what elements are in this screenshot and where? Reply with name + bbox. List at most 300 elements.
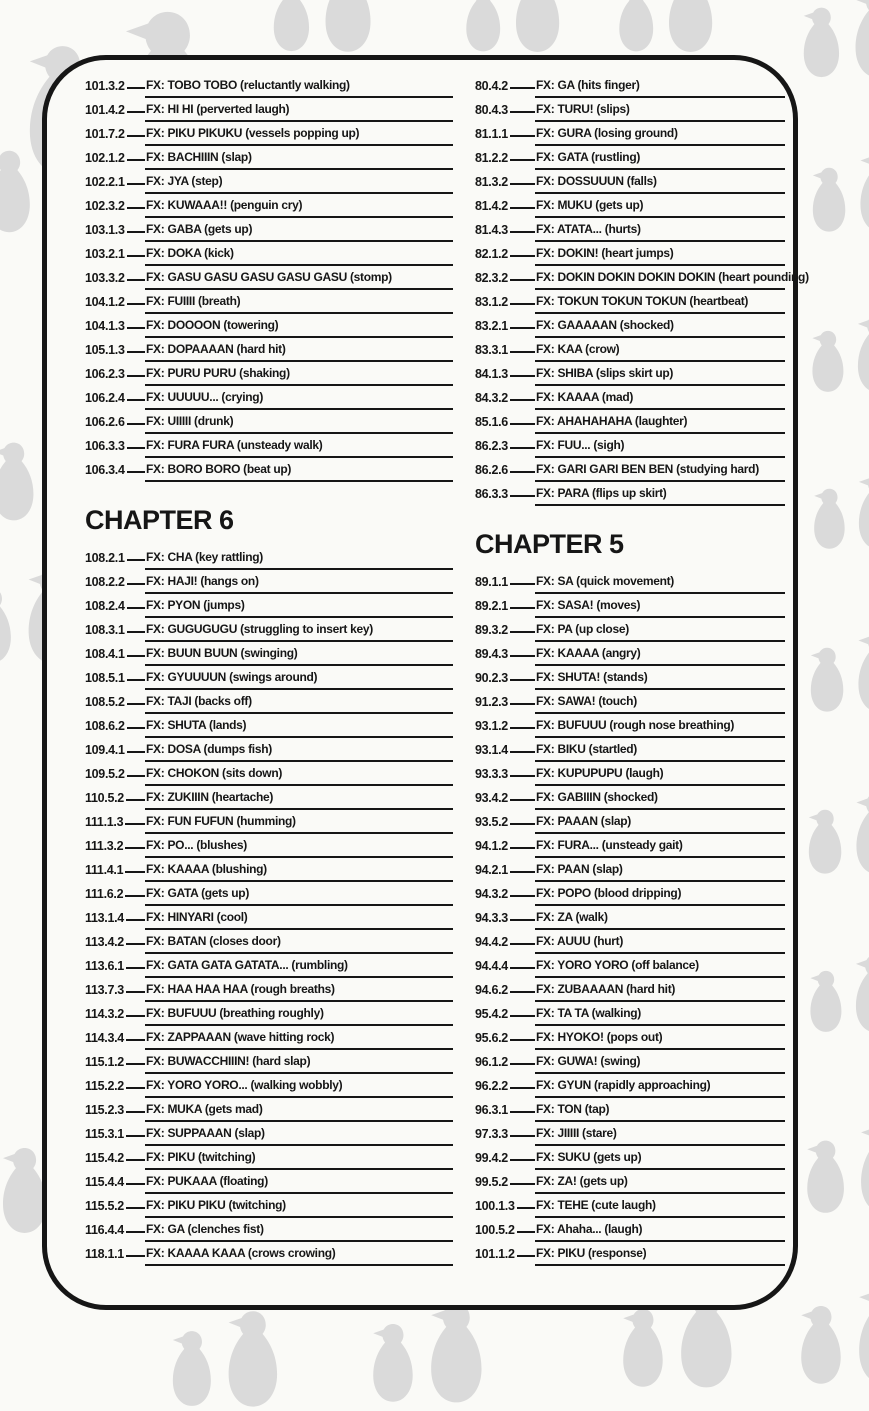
entry-ref: 89.4.3 — [475, 647, 508, 661]
entry-ref: 93.4.2 — [475, 791, 508, 805]
entry-ref-group — [85, 978, 145, 1002]
entry-fx: FX: GUWA! (swing) — [535, 1050, 785, 1074]
entry-connector-line — [510, 327, 535, 329]
entry-fx: FX: KAA (crow) — [535, 338, 785, 362]
entry-connector-line — [510, 303, 535, 305]
fx-entry — [85, 666, 453, 690]
entry-connector-line — [510, 991, 535, 993]
entry-connector-line — [510, 967, 535, 969]
entry-ref-group — [85, 74, 145, 98]
chapter-heading: CHAPTER 5 — [475, 529, 624, 559]
fx-entry — [85, 146, 453, 170]
entry-ref-group — [475, 1002, 535, 1026]
entry-fx: FX: GA (clenches fist) — [145, 1218, 453, 1242]
entry-ref-group — [85, 882, 145, 906]
penguin-pair-icon — [798, 790, 869, 878]
fx-entry — [475, 930, 785, 954]
entry-fx: FX: SUKU (gets up) — [535, 1146, 785, 1170]
entry-ref-group — [85, 98, 145, 122]
entry-ref-group — [85, 362, 145, 386]
entry-ref-group — [475, 1170, 535, 1194]
entry-fx: FX: GA (hits finger) — [535, 74, 785, 98]
entry-connector-line — [510, 943, 535, 945]
entry-ref: 94.1.2 — [475, 839, 508, 853]
entry-connector-line — [127, 583, 145, 585]
entry-fx: FX: PARA (flips up skirt) — [535, 482, 785, 506]
entry-connector-line — [510, 607, 535, 609]
entry-fx: FX: ZA! (gets up) — [535, 1170, 785, 1194]
entry-ref-group — [475, 906, 535, 930]
entry-ref-group — [475, 594, 535, 618]
entry-connector-line — [127, 159, 145, 161]
column-left — [85, 74, 453, 1305]
entry-ref: 84.3.2 — [475, 391, 508, 405]
entry-ref-group — [475, 362, 535, 386]
entry-fx: FX: SA (quick movement) — [535, 570, 785, 594]
entry-ref-group — [475, 642, 535, 666]
entry-connector-line — [127, 447, 145, 449]
fx-entry — [85, 434, 453, 458]
entry-connector-line — [510, 207, 535, 209]
entry-ref: 115.5.2 — [85, 1199, 124, 1213]
entry-ref-group — [85, 618, 145, 642]
entry-ref-group — [475, 386, 535, 410]
entry-connector-line — [126, 1207, 145, 1209]
fx-entry — [85, 690, 453, 714]
entry-ref: 86.2.3 — [475, 439, 508, 453]
entry-connector-line — [510, 135, 535, 137]
entry-connector-line — [127, 87, 145, 89]
entry-fx: FX: AUUU (hurt) — [535, 930, 785, 954]
entry-connector-line — [510, 1039, 535, 1041]
fx-entry — [85, 738, 453, 762]
entry-fx: FX: BIKU (startled) — [535, 738, 785, 762]
entry-connector-line — [126, 1039, 145, 1041]
entry-ref-group — [475, 1146, 535, 1170]
entry-ref-group — [475, 1194, 535, 1218]
entry-ref-group — [475, 834, 535, 858]
entry-ref: 97.3.3 — [475, 1127, 508, 1141]
entry-ref-group — [85, 458, 145, 482]
entry-ref: 104.1.2 — [85, 295, 125, 309]
entry-ref-group — [475, 858, 535, 882]
fx-entry — [475, 786, 785, 810]
entry-ref-group — [475, 314, 535, 338]
entry-fx: FX: FUIIII (breath) — [145, 290, 453, 314]
entry-fx: FX: SASA! (moves) — [535, 594, 785, 618]
entry-ref-group — [475, 290, 535, 314]
entry-fx: FX: PO... (blushes) — [145, 834, 453, 858]
entry-ref: 118.1.1 — [85, 1247, 124, 1261]
entry-ref: 109.5.2 — [85, 767, 125, 781]
entry-ref: 81.4.2 — [475, 199, 508, 213]
entry-ref: 94.3.3 — [475, 911, 508, 925]
entry-ref-group — [475, 1098, 535, 1122]
fx-entry — [85, 218, 453, 242]
fx-entry — [475, 738, 785, 762]
fx-entry — [475, 858, 785, 882]
entry-connector-line — [127, 727, 145, 729]
entry-connector-line — [125, 823, 145, 825]
entry-fx: FX: GATA (gets up) — [145, 882, 453, 906]
fx-entry — [475, 810, 785, 834]
entry-ref: 96.2.2 — [475, 1079, 508, 1093]
entry-ref: 108.2.2 — [85, 575, 125, 589]
entry-ref-group — [85, 930, 145, 954]
entry-ref-group — [85, 594, 145, 618]
entry-ref-group — [475, 1026, 535, 1050]
fx-entry — [475, 978, 785, 1002]
entry-ref: 82.1.2 — [475, 247, 508, 261]
entry-ref-group — [85, 122, 145, 146]
entry-ref-group — [475, 1074, 535, 1098]
entry-ref: 81.4.3 — [475, 223, 508, 237]
penguin-pair-icon — [262, 0, 387, 56]
entry-fx: FX: GATA (rustling) — [535, 146, 785, 170]
entry-connector-line — [127, 559, 145, 561]
entry-ref: 94.3.2 — [475, 887, 508, 901]
penguin-pair-icon — [360, 1300, 500, 1407]
penguin-pair-icon — [804, 470, 869, 553]
fx-entry — [85, 410, 453, 434]
entry-connector-line — [510, 447, 535, 449]
fx-entry — [85, 1146, 453, 1170]
entry-fx: FX: GABIIIN (shocked) — [535, 786, 785, 810]
entry-ref-group — [475, 786, 535, 810]
entry-connector-line — [126, 1183, 145, 1185]
fx-entry — [475, 1074, 785, 1098]
entry-ref: 114.3.2 — [85, 1007, 124, 1021]
entry-ref: 111.1.3 — [85, 815, 124, 829]
fx-entry — [475, 906, 785, 930]
fx-entry — [85, 458, 453, 482]
entry-connector-line — [126, 1063, 145, 1065]
entry-fx: FX: KAAAA KAAA (crows crowing) — [145, 1242, 453, 1266]
fx-entry — [475, 1194, 785, 1218]
entry-fx: FX: ATATA... (hurts) — [535, 218, 785, 242]
entry-fx: FX: DOKIN DOKIN DOKIN DOKIN (heart pounding) — [535, 266, 785, 290]
entry-fx: FX: UUUUU... (crying) — [145, 386, 453, 410]
entry-fx: FX: YORO YORO (off balance) — [535, 954, 785, 978]
entry-ref-group — [85, 1050, 145, 1074]
entry-fx: FX: HINYARI (cool) — [145, 906, 453, 930]
penguin-pair-icon — [802, 312, 869, 396]
entry-connector-line — [510, 375, 535, 377]
entry-ref-group — [85, 810, 145, 834]
entry-fx: FX: POPO (blood dripping) — [535, 882, 785, 906]
entry-ref-group — [85, 954, 145, 978]
entry-fx: FX: BACHIIIN (slap) — [145, 146, 453, 170]
entry-ref-group — [475, 338, 535, 362]
fx-entry — [85, 266, 453, 290]
entry-connector-line — [510, 423, 535, 425]
entry-fx: FX: GAAAAAN (shocked) — [535, 314, 785, 338]
entry-ref: 102.1.2 — [85, 151, 125, 165]
entry-fx: FX: JYA (step) — [145, 170, 453, 194]
entry-ref: 108.2.4 — [85, 599, 125, 613]
entry-ref-group — [475, 122, 535, 146]
entry-ref-group — [85, 1194, 145, 1218]
entry-connector-line — [510, 679, 535, 681]
entry-ref: 108.3.1 — [85, 623, 125, 637]
entry-fx: FX: AHAHAHAHA (laughter) — [535, 410, 785, 434]
fx-entry — [85, 882, 453, 906]
entry-ref: 115.3.1 — [85, 1127, 124, 1141]
entry-connector-line — [126, 967, 145, 969]
entry-connector-line — [510, 255, 535, 257]
entry-connector-line — [510, 1063, 535, 1065]
entry-ref-group — [475, 410, 535, 434]
entry-ref-group — [85, 410, 145, 434]
entry-fx: FX: DOPAAAAN (hard hit) — [145, 338, 453, 362]
fx-entry — [475, 242, 785, 266]
entry-connector-line — [510, 871, 535, 873]
entry-connector-line — [127, 255, 145, 257]
entry-ref-group — [475, 1050, 535, 1074]
penguin-pair-icon — [800, 628, 869, 716]
entry-ref-group — [85, 1170, 145, 1194]
entry-ref-group — [475, 1242, 535, 1266]
entry-ref: 80.4.3 — [475, 103, 508, 117]
entry-fx: FX: TAJI (backs off) — [145, 690, 453, 714]
fx-entry — [475, 170, 785, 194]
entry-fx: FX: GATA GATA GATATA... (rumbling) — [145, 954, 453, 978]
fx-entry — [85, 122, 453, 146]
entry-ref: 94.2.1 — [475, 863, 508, 877]
fx-entry — [475, 74, 785, 98]
entry-connector-line — [510, 495, 535, 497]
entry-fx: FX: GABA (gets up) — [145, 218, 453, 242]
entry-fx: FX: PIKU PIKU (twitching) — [145, 1194, 453, 1218]
entry-fx: FX: DOKA (kick) — [145, 242, 453, 266]
fx-entry — [85, 642, 453, 666]
entry-ref-group — [475, 482, 535, 506]
penguin-pair-icon — [802, 148, 869, 236]
entry-ref: 105.1.3 — [85, 343, 125, 357]
entry-ref-group — [85, 666, 145, 690]
entry-ref-group — [85, 194, 145, 218]
entry-connector-line — [126, 1231, 145, 1233]
entry-connector-line — [517, 1207, 535, 1209]
entry-connector-line — [510, 583, 535, 585]
entry-ref: 108.2.1 — [85, 551, 125, 565]
entry-fx: FX: TA TA (walking) — [535, 1002, 785, 1026]
entry-fx: FX: BATAN (closes door) — [145, 930, 453, 954]
entry-connector-line — [517, 1231, 535, 1233]
entry-fx: FX: MUKA (gets mad) — [145, 1098, 453, 1122]
fx-entry — [85, 1050, 453, 1074]
entry-fx: FX: ZAPPAAAN (wave hitting rock) — [145, 1026, 453, 1050]
entry-connector-line — [127, 183, 145, 185]
entry-connector-line — [510, 1159, 535, 1161]
entry-connector-line — [510, 159, 535, 161]
entry-ref-group — [475, 218, 535, 242]
entry-connector-line — [125, 895, 145, 897]
fx-entry — [475, 290, 785, 314]
entry-ref: 81.3.2 — [475, 175, 508, 189]
entry-connector-line — [510, 231, 535, 233]
entry-fx: FX: FURA FURA (unsteady walk) — [145, 434, 453, 458]
fx-entry — [85, 978, 453, 1002]
entry-fx: FX: TEHE (cute laugh) — [535, 1194, 785, 1218]
entry-connector-line — [127, 111, 145, 113]
entry-connector-line — [510, 1015, 535, 1017]
entry-connector-line — [510, 1183, 535, 1185]
fx-entry — [475, 266, 809, 290]
entry-fx: FX: SAWA! (touch) — [535, 690, 785, 714]
entry-fx: FX: ZA (walk) — [535, 906, 785, 930]
entry-connector-line — [510, 895, 535, 897]
entry-connector-line — [126, 1087, 145, 1089]
entry-fx: FX: FUU... (sigh) — [535, 434, 785, 458]
entry-ref-group — [85, 570, 145, 594]
entry-connector-line — [127, 279, 145, 281]
entry-fx: FX: FURA... (unsteady gait) — [535, 834, 785, 858]
fx-entry — [85, 338, 453, 362]
entry-ref: 115.2.2 — [85, 1079, 124, 1093]
entry-fx: FX: PIKU (response) — [535, 1242, 785, 1266]
fx-entry — [85, 170, 453, 194]
entry-fx: FX: DOOOON (towering) — [145, 314, 453, 338]
fx-entry — [85, 858, 453, 882]
entry-fx: FX: SHUTA (lands) — [145, 714, 453, 738]
entry-ref-group — [85, 642, 145, 666]
fx-entry — [85, 786, 453, 810]
fx-entry — [85, 1074, 453, 1098]
entry-fx: FX: DOSA (dumps fish) — [145, 738, 453, 762]
entry-connector-line — [127, 607, 145, 609]
entry-fx: FX: TOKUN TOKUN TOKUN (heartbeat) — [535, 290, 785, 314]
entry-fx: FX: KUPUPUPU (laugh) — [535, 762, 785, 786]
entry-connector-line — [517, 1255, 535, 1257]
entry-ref-group — [475, 98, 535, 122]
fx-entry — [85, 1242, 453, 1266]
entry-ref: 100.5.2 — [475, 1223, 515, 1237]
fx-entry — [85, 98, 453, 122]
entry-ref: 115.1.2 — [85, 1055, 124, 1069]
entry-connector-line — [510, 703, 535, 705]
entry-fx: FX: PIKU (twitching) — [145, 1146, 453, 1170]
entry-fx: FX: DOKIN! (heart jumps) — [535, 242, 785, 266]
entry-ref: 113.6.1 — [85, 959, 124, 973]
entry-ref-group — [475, 170, 535, 194]
fx-entry — [85, 1194, 453, 1218]
entry-ref-group — [85, 314, 145, 338]
entry-connector-line — [510, 847, 535, 849]
fx-entry — [85, 1098, 453, 1122]
entry-ref-group — [85, 1002, 145, 1026]
fx-entry — [85, 714, 453, 738]
entry-ref: 113.7.3 — [85, 983, 124, 997]
entry-fx: FX: GYUN (rapidly approaching) — [535, 1074, 785, 1098]
entry-ref-group — [85, 690, 145, 714]
fx-entry — [475, 218, 785, 242]
entry-ref: 101.1.2 — [475, 1247, 515, 1261]
entry-connector-line — [127, 751, 145, 753]
entry-ref-group — [85, 146, 145, 170]
entry-ref-group — [475, 194, 535, 218]
entry-connector-line — [127, 327, 145, 329]
entry-connector-line — [126, 1015, 145, 1017]
entry-ref: 94.4.2 — [475, 935, 508, 949]
entry-ref: 108.5.2 — [85, 695, 125, 709]
entry-ref: 81.2.2 — [475, 151, 508, 165]
entry-ref: 101.7.2 — [85, 127, 125, 141]
entry-ref-group — [475, 1122, 535, 1146]
entry-ref: 115.2.3 — [85, 1103, 124, 1117]
entry-connector-line — [126, 799, 145, 801]
entry-ref-group — [475, 74, 535, 98]
entry-connector-line — [510, 775, 535, 777]
entry-fx: FX: TURU! (slips) — [535, 98, 785, 122]
fx-entry — [85, 1002, 453, 1026]
entry-ref-group — [475, 570, 535, 594]
entry-ref-group — [85, 1026, 145, 1050]
entry-connector-line — [126, 1111, 145, 1113]
fx-entry — [475, 1122, 785, 1146]
fx-entry — [475, 1050, 785, 1074]
entry-ref: 106.2.6 — [85, 415, 125, 429]
entry-ref-group — [475, 882, 535, 906]
entry-fx: FX: GURA (losing ground) — [535, 122, 785, 146]
entry-ref: 95.4.2 — [475, 1007, 508, 1021]
entry-ref-group — [475, 978, 535, 1002]
fx-entry — [475, 434, 785, 458]
entry-ref: 111.3.2 — [85, 839, 124, 853]
entry-connector-line — [127, 655, 145, 657]
entry-connector-line — [510, 799, 535, 801]
fx-entry — [85, 1170, 453, 1194]
entry-ref: 101.4.2 — [85, 103, 125, 117]
entry-fx: FX: HAA HAA HAA (rough breaths) — [145, 978, 453, 1002]
fx-entry — [85, 594, 453, 618]
entry-ref-group — [85, 1146, 145, 1170]
entry-connector-line — [510, 751, 535, 753]
entry-ref: 89.1.1 — [475, 575, 508, 589]
entry-ref-group — [475, 762, 535, 786]
entry-ref-group — [85, 762, 145, 786]
entry-fx: FX: FUN FUFUN (humming) — [145, 810, 453, 834]
penguin-pair-icon — [800, 952, 869, 1036]
entry-ref: 95.6.2 — [475, 1031, 508, 1045]
entry-ref-group — [475, 266, 535, 290]
penguin-pair-icon — [792, 0, 869, 82]
entry-fx: FX: KUWAAA!! (penguin cry) — [145, 194, 453, 218]
fx-entry — [475, 762, 785, 786]
entry-fx: FX: BUUN BUUN (swinging) — [145, 642, 453, 666]
entry-ref-group — [85, 1242, 145, 1266]
entry-ref-group — [475, 242, 535, 266]
entry-connector-line — [127, 471, 145, 473]
penguin-pair-icon — [455, 0, 575, 56]
entry-ref-group — [85, 338, 145, 362]
entry-ref: 106.2.3 — [85, 367, 125, 381]
entry-fx: FX: KAAAA (angry) — [535, 642, 785, 666]
entry-ref-group — [85, 1098, 145, 1122]
fx-entry — [85, 618, 453, 642]
entry-connector-line — [126, 1159, 145, 1161]
entry-connector-line — [127, 399, 145, 401]
fx-entry — [475, 1218, 785, 1242]
entry-ref-group — [85, 1122, 145, 1146]
entry-ref: 86.3.3 — [475, 487, 508, 501]
entry-ref-group — [85, 170, 145, 194]
entry-connector-line — [510, 1111, 535, 1113]
fx-entry — [475, 314, 785, 338]
entry-fx: FX: GYUUUUN (swings around) — [145, 666, 453, 690]
fx-entry — [85, 1218, 453, 1242]
entry-fx: FX: HI HI (perverted laugh) — [145, 98, 453, 122]
